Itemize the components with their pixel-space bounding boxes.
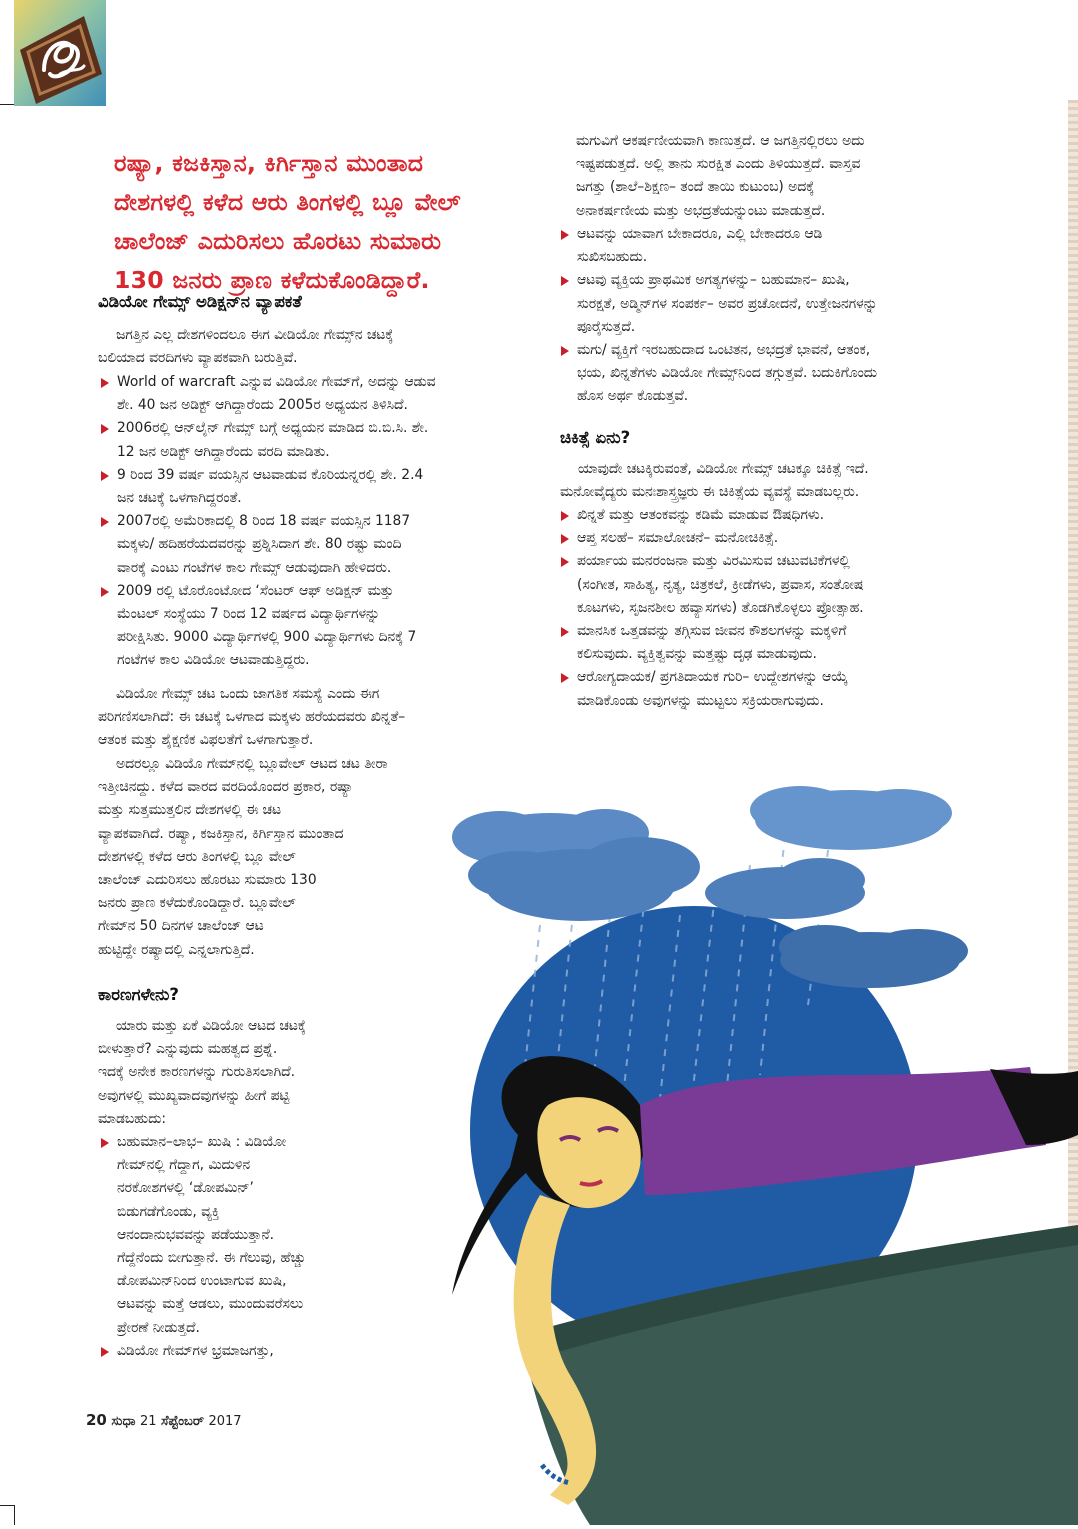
section-heading-causes: ಕಾರಣಗಳೇನು? [98, 985, 179, 1004]
text-line: ಜನ ಚಟಕ್ಕೆ ಒಳಗಾಗಿದ್ದರಂತೆ. [117, 490, 242, 507]
paragraph-continued [576, 130, 864, 223]
text-line: ಜಗತ್ತು (ಶಾಲೆ–ಶಿಕ್ಷಣ– ತಂದೆ ತಾಯಿ ಕುಟುಂಬ) ಅದಕ್ಕೆ [576, 179, 815, 196]
text-line: ಮತ್ತು ಸುತ್ತಮುತ್ತಲಿನ ದೇಶಗಳಲ್ಲಿ ಈ ಚಟ [98, 802, 281, 819]
text-line: ದೇಶಗಳಲ್ಲಿ ಕಳೆದ ಆರು ತಿಂಗಳಲ್ಲಿ ಬ್ಲೂ ವೇಲ್ [98, 848, 296, 865]
crop-mark [0, 1505, 14, 1506]
text-line: ಮಗು/ ವ್ಯಕ್ತಿಗೆ ಇರಬಹುದಾದ ಒಂಟಿತನ, ಅಭದ್ರತೆ ಭಾವನೆ, ಆತಂಕ, [577, 342, 871, 359]
issue-month: ಸೆಪ್ಟೆಂಬರ್ [161, 1414, 204, 1429]
top [640, 1067, 1046, 1195]
text-line: ಕೂಟಗಳು, ಸೃಜನಶೀಲ ಹವ್ಯಾಸಗಳು) ತೊಡಗಿಕೊಳ್ಳಲು ಪ್ರೋತ್ಸಾಹ. [577, 599, 864, 616]
list-item [98, 464, 436, 510]
text-line: ಇಷ್ಟಪಡುತ್ತದೆ. ಅಲ್ಲಿ ತಾನು ಸುರಕ್ಷಿತ ಎಂದು ತಿಳಿಯುತ್ತದೆ. ವಾಸ್ತವ [576, 156, 861, 173]
text-line: ಗೇಮ್‌ನಲ್ಲಿ ಗೆದ್ದಾಗ, ಮಿದುಳಿನ [117, 1157, 251, 1174]
text-line: ಪರೀಕ್ಷಿಸಿತು. 9000 ವಿದ್ಯಾರ್ಥಿಗಳಲ್ಲಿ 900 ವಿದ್ಯಾರ್ಥಿಗಳು ದಿನಕ್ಕೆ 7 [117, 629, 417, 646]
crop-mark [14, 1505, 15, 1525]
text-line: ಮನೋವೈದ್ಯರು ಮನಃಶಾಸ್ತ್ರಜ್ಞರು ಈ ಚಿಕಿತ್ಸೆಯ ವ್ಯವಸ್ಥೆ ಮಾಡಬಲ್ಲರು. [560, 484, 860, 501]
text-line: World of warcraft ಎನ್ನುವ ವಿಡಿಯೋ ಗೇಮ್‌ಗೆ, ಅದನ್ನು ಆಡುವ [117, 374, 436, 390]
text-line: ಆಟವನ್ನು ಯಾವಾಗ ಬೇಕಾದರೂ, ಎಲ್ಲಿ ಬೇಕಾದರೂ ಆಡಿ [577, 226, 823, 242]
list-item [98, 1131, 306, 1340]
text-line: ಖಿನ್ನತೆ ಮತ್ತು ಆತಂಕವನ್ನು ಕಡಿಮೆ ಮಾಡುವ ಔಷಧಿಗಳು. [577, 507, 825, 523]
text-line: ವಾರಕ್ಕೆ ಎಂಟು ಗಂಟೆಗಳ ಕಾಲ ಗೇಮ್ಸ್ ಆಡುವುದಾಗಿ ಹೇಳಿದರು. [117, 559, 392, 576]
text-line: ಪರ್ಯಾಯ ಮನರಂಜನಾ ಮತ್ತು ವಿರಮಿಸುವ ಚಟುವಟಿಕೆಗಳಲ್ಲಿ [577, 553, 850, 570]
text-line: ಇದಕ್ಕೆ ಅನೇಕ ಕಾರಣಗಳನ್ನು ಗುರುತಿಸಲಾಗಿದೆ. [98, 1064, 296, 1081]
list-item [558, 527, 864, 550]
causes-list [98, 1131, 306, 1363]
list-item [558, 666, 864, 712]
reasons-list [558, 223, 878, 409]
text-line: ಗೇಮ್‌ನ 50 ದಿನಗಳ ಚಾಲೆಂಜ್ ಆಟ [98, 918, 264, 935]
text-line: ಅದರಲ್ಲೂ ವಿಡಿಯೊ ಗೇಮ್‌ನಲ್ಲಿ ಬ್ಲೂವೇಲ್ ಆಟದ ಚಟ ತೀರಾ [116, 756, 388, 772]
text-line: 9 ರಿಂದ 39 ವರ್ಷ ವಯಸ್ಸಿನ ಆಟವಾಡುವ ಕೊರಿಯನ್ನರಲ್ಲಿ ಶೇ. 2.4 [117, 466, 424, 483]
text-line: ಅವುಗಳಲ್ಲಿ ಮುಖ್ಯವಾದವುಗಳನ್ನು ಹೀಗೆ ಪಟ್ಟಿ [98, 1087, 290, 1104]
list-item [558, 269, 878, 339]
page-number: 20 [86, 1411, 107, 1429]
intro-paragraph [98, 324, 393, 370]
paragraph-global-problem [98, 683, 405, 753]
text-line: ಮಗುವಿಗೆ ಆಕರ್ಷಣೀಯವಾಗಿ ಕಾಣುತ್ತದೆ. ಆ ಜಗತ್ತಿನಲ್ಲಿರಲು ಅದು [576, 133, 865, 149]
text-line: 12 ಜನ ಅಡಿಕ್ಟ್ ಆಗಿದ್ದಾರೆಂದು ವರದಿ ಮಾಡಿತು. [117, 443, 330, 460]
text-line: ಶೇ. 40 ಜನ ಅಡಿಕ್ಟ್ ಆಗಿದ್ದಾರೆಂದು 2005ರ ಅಧ್ಯಯನ ತಿಳಿಸಿದೆ. [117, 397, 408, 414]
pull-quote-line: ಚಾಲೆಂಜ್ ಎದುರಿಸಲು ಹೊರಟು ಸುಮಾರು [114, 227, 442, 255]
text-line: ಮಕ್ಕಳು/ ಹದಿಹರೆಯದವರನ್ನು ಪ್ರಶ್ನಿಸಿದಾಗ ಶೇ. 80 ರಷ್ಟು ಮಂದಿ [117, 536, 402, 553]
text-line: ಪರಿಗಣಿಸಲಾಗಿದೆ: ಈ ಚಟಕ್ಕೆ ಒಳಗಾದ ಮಕ್ಕಳು ಹರೆಯದವರು ಖಿನ್ನತೆ– [98, 709, 406, 726]
text-line: ಮಾಡಬಹುದು: [98, 1110, 167, 1127]
magazine-name: ಸುಧಾ [111, 1414, 136, 1429]
text-line: 2006ರಲ್ಲಿ ಆನ್‌ಲೈನ್ ಗೇಮ್ಸ್ ಬಗ್ಗೆ ಅಧ್ಯಯನ ಮಾಡಿದ ಬಿ.ಬಿ.ಸಿ. ಶೇ. [117, 420, 429, 437]
issue-year: 2017 [208, 1414, 242, 1429]
text-line: ಜನರು ಪ್ರಾಣ ಕಳೆದುಕೊಂಡಿದ್ದಾರೆ. ಬ್ಲೂವೇಲ್ [98, 895, 296, 912]
text-line: ಹುಟ್ಟಿದ್ದೇ ರಷ್ಯಾದಲ್ಲಿ ಎನ್ನಲಾಗುತ್ತಿದೆ. [98, 941, 255, 958]
text-line: ಸುಖಿಸಬಹುದು. [577, 249, 648, 266]
text-line: ಯಾವುದೇ ಚಟಕ್ಕಿರುವಂತೆ, ವಿಡಿಯೋ ಗೇಮ್ಸ್ ಚಟಕ್ಕೂ ಚಿಕಿತ್ಸೆ ಇದೆ. [578, 461, 869, 477]
section-logo-icon [14, 0, 106, 106]
text-line: ಗಂಟೆಗಳ ಕಾಲ ವಿಡಿಯೋ ಆಟವಾಡುತ್ತಿದ್ದರು. [117, 652, 310, 669]
pull-quote-line: ದೇಶಗಳಲ್ಲಿ ಕಳೆದ ಆರು ತಿಂಗಳಲ್ಲಿ ಬ್ಲೂ ವೇಲ್ [114, 188, 461, 216]
list-item [98, 417, 436, 463]
list-item [98, 371, 436, 417]
text-line: ವ್ಯಾಪಕವಾಗಿದೆ. ರಷ್ಯಾ, ಕಜಕಿಸ್ತಾನ, ಕಿರ್ಗಿಸ್ತಾನ ಮುಂತಾದ [98, 825, 344, 842]
list-item [558, 620, 864, 666]
text-line: ಚಾಲೆಂಜ್ ಎದುರಿಸಲು ಹೊರಟು ಸುಮಾರು 130 [98, 872, 317, 889]
text-line: ಮಾಡಿಕೊಂಡು ಅವುಗಳನ್ನು ಮುಟ್ಟಲು ಸಕ್ರಿಯರಾಗುವುದು. [577, 692, 824, 709]
text-line: ಸುರಕ್ಷತೆ, ಅಡ್ಮಿನ್‌ಗಳ ಸಂಪರ್ಕ– ಅವರ ಪ್ರಚೋದನೆ, ಉತ್ತೇಜನಗಳನ್ನು [577, 295, 878, 312]
text-line: ಆಪ್ತ ಸಲಹೆ– ಸಮಾಲೋಚನೆ– ಮನೋಚಿಕಿತ್ಸೆ. [577, 530, 779, 547]
text-line: ಇತ್ತೀಚಿನದ್ದು. ಕಳೆದ ವಾರದ ವರದಿಯೊಂದರ ಪ್ರಕಾರ, ರಷ್ಯಾ [98, 779, 354, 796]
list-item [98, 580, 436, 673]
issue-day: 21 [139, 1414, 157, 1429]
text-line: ಆನಂದಾನುಭವವನ್ನು ಪಡೆಯುತ್ತಾನೆ. [117, 1226, 275, 1243]
text-line: ಜಗತ್ತಿನ ಎಲ್ಲ ದೇಶಗಳಿಂದಲೂ ಈಗ ವೀಡಿಯೋ ಗೇಮ್ಸ್‌ನ ಚಟಕ್ಕೆ [116, 327, 394, 343]
text-line: ಬಹುಮಾನ–ಲಾಭ– ಖುಷಿ : ವಿಡಿಯೋ [117, 1134, 287, 1150]
list-item [558, 339, 878, 409]
text-line: ವಿಡಿಯೋ ಗೇಮ್‌ಗಳ ಭ್ರಮಾಜಗತ್ತು, [117, 1342, 274, 1359]
section-heading-prevalence: ವಿಡಿಯೋ ಗೇಮ್ಸ್ ಅಡಿಕ್ಷನ್‌ನ ವ್ಯಾಪಕತೆ [98, 292, 302, 311]
text-line: ಮೆಂಟಲ್ ಸಂಸ್ಥೆಯು 7 ರಿಂದ 12 ವರ್ಷದ ವಿದ್ಯಾರ್ಥಿಗಳನ್ನು [117, 606, 380, 623]
text-line: ಪ್ರೇರಣೆ ನೀಡುತ್ತದೆ. [117, 1319, 200, 1336]
list-item [558, 550, 864, 620]
text-line: ಆತಂಕ ಮತ್ತು ಶೈಕ್ಷಣಿಕ ವಿಫಲತೆಗೆ ಒಳಗಾಗುತ್ತಾರೆ. [98, 732, 314, 749]
text-line: ಕಲಿಸುವುದು. ವ್ಯಕ್ತಿತ್ವವನ್ನು ಮತ್ತಷ್ಟು ದೃಢ ಮಾಡುವುದು. [577, 646, 817, 663]
treatment-list [558, 504, 864, 713]
text-line: 2009 ರಲ್ಲಿ ಟೊರೊಂಟೋದ ‘ಸೆಂಟರ್ ಆಫ್ ಅಡಿಕ್ಷನ್ ಮತ್ತು [117, 582, 394, 599]
paragraph-causes [98, 1015, 306, 1131]
text-line: ಆಟವನ್ನು ಮತ್ತೆ ಆಡಲು, ಮುಂದುವರೆಸಲು [117, 1296, 304, 1313]
text-line: ನರಕೋಶಗಳಲ್ಲಿ ‘ಡೋಪಮಿನ್’ [117, 1180, 254, 1197]
text-line: ಡೋಪಮಿನ್‌ನಿಂದ ಉಂಟಾಗುವ ಖುಷಿ, [117, 1273, 287, 1290]
text-line: 2007ರಲ್ಲಿ ಅಮೆರಿಕಾದಲ್ಲಿ 8 ರಿಂದ 18 ವರ್ಷ ವಯಸ್ಸಿನ 1187 [117, 513, 411, 530]
text-line: ಯಾರು ಮತ್ತು ಏಕೆ ವಿಡಿಯೋ ಆಟದ ಚಟಕ್ಕೆ [116, 1018, 306, 1034]
text-line: ಅನಾಕರ್ಷಣೀಯ ಮತ್ತು ಅಭದ್ರತೆಯನ್ನುಂಟು ಮಾಡುತ್ತದೆ. [576, 202, 826, 219]
paragraph-treatment [560, 458, 869, 504]
list-item [98, 1340, 306, 1363]
stats-list [98, 371, 436, 673]
page-footer [86, 1411, 242, 1429]
text-line: ಬಿಡುಗಡೆಗೊಂಡು, ವ್ಯಕ್ತಿ [117, 1203, 220, 1220]
text-line: ಬೀಳುತ್ತಾರೆ? ಎನ್ನುವುದು ಮಹತ್ವದ ಪ್ರಶ್ನೆ. [98, 1041, 278, 1058]
crop-mark [0, 104, 14, 105]
text-line: ಆಟವು ವ್ಯಕ್ತಿಯ ಪ್ರಾಥಮಿಕ ಅಗತ್ಯಗಳನ್ನು– ಬಹುಮಾನ– ಖುಷಿ, [577, 272, 850, 289]
list-item [558, 223, 878, 269]
illustration [430, 775, 1078, 1525]
text-line: ಗೆದ್ದೆನೆಂದು ಬೀಗುತ್ತಾನೆ. ಈ ಗೆಲುವು, ಹೆಚ್ಚು [117, 1250, 306, 1267]
list-item [98, 510, 436, 580]
list-item [558, 504, 864, 527]
section-heading-treatment: ಚಿಕಿತ್ಸೆ ಏನು? [560, 428, 631, 447]
text-line: ವಿಡಿಯೋ ಗೇಮ್ಸ್ ಚಟ ಒಂದು ಜಾಗತಿಕ ಸಮಸ್ಯೆ ಎಂದು ಈಗ [116, 686, 380, 702]
text-line: ಮಾನಸಿಕ ಒತ್ತಡವನ್ನು ತಗ್ಗಿಸುವ ಜೀವನ ಕೌಶಲಗಳನ್ನು ಮಕ್ಕಳಿಗೆ [577, 623, 847, 640]
paragraph-bluewhale [98, 753, 388, 962]
text-line: (ಸಂಗೀತ, ಸಾಹಿತ್ಯ, ನೃತ್ಯ, ಚಿತ್ರಕಲೆ, ಕ್ರೀಡೆಗಳು, ಪ್ರವಾಸ, ಸಂತೋಷ [577, 576, 864, 593]
text-line: ಪೂರೈಸುತ್ತದೆ. [577, 318, 636, 335]
text-line: ಬಲಿಯಾದ ವರದಿಗಳು ವ್ಯಾಪಕವಾಗಿ ಬರುತ್ತಿವೆ. [98, 350, 298, 367]
pull-quote-line: ರಷ್ಯಾ, ಕಜಕಿಸ್ತಾನ, ಕಿರ್ಗಿಸ್ತಾನ ಮುಂತಾದ [114, 149, 424, 177]
pull-quote-line: 130 ಜನರು ಪ್ರಾಣ ಕಳೆದುಕೊಂಡಿದ್ದಾರೆ. [114, 266, 430, 294]
pull-quote [114, 144, 461, 300]
text-line: ಭಯ, ಖಿನ್ನತೆಗಳು ವಿಡಿಯೋ ಗೇಮ್ಸ್‌ನಿಂದ ತಗ್ಗುತ್ತವೆ. ಬದುಕಿಗೊಂದು [577, 365, 878, 382]
text-line: ಆರೋಗ್ಯದಾಯಕ/ ಪ್ರಗತಿದಾಯಕ ಗುರಿ– ಉದ್ದೇಶಗಳನ್ನು ಆಯ್ಕೆ [577, 669, 848, 686]
text-line: ಹೊಸ ಅರ್ಥ ಕೊಡುತ್ತವೆ. [577, 388, 689, 405]
